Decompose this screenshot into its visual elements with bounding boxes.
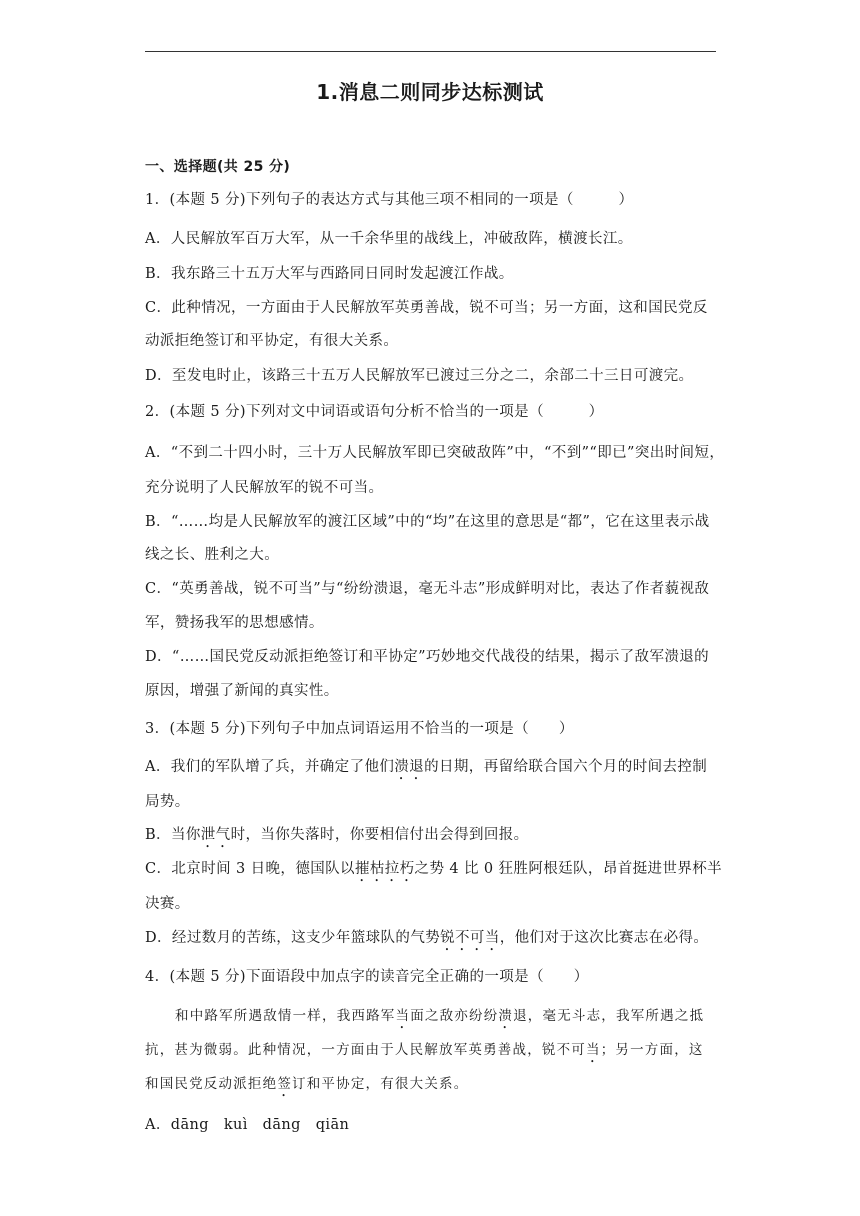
q3-c-dotted-word: 摧枯拉朽 (354, 861, 415, 877)
q2-stem: 2．(本题 5 分)下列对文中词语或语句分析不恰当的一项是（ ） (145, 404, 604, 420)
q3-option-a-line1 (145, 757, 707, 783)
q3-option-a-line2: 局势。 (145, 794, 190, 810)
q3-stem: 3．(本题 5 分)下列句子中加点词语运用不恰当的一项是（ ） (145, 721, 574, 737)
q2-option-b-line2: 线之长、胜利之大。 (145, 547, 280, 563)
q3-option-c-line1 (145, 859, 722, 885)
q3-option-d (145, 928, 708, 954)
q4-p2-text-b: ；另一方面，这 (600, 1042, 704, 1058)
header-rule (145, 51, 716, 52)
q3-d-text-after: ，他们对于这次比赛志在必得。 (499, 930, 709, 946)
q1-stem: 1．(本题 5 分)下列句子的表达方式与其他三项不相同的一项是（ ） (145, 192, 634, 208)
q2-option-d-line2: 原因，增强了新闻的真实性。 (145, 683, 339, 699)
q3-option-b (145, 825, 529, 851)
q4-p1-dotted-2: 溃 (498, 1008, 514, 1024)
q4-passage-line1 (175, 1006, 704, 1032)
q3-b-text-before: B．当你 (145, 827, 201, 843)
q4-p1-dotted-1: 当 (395, 1008, 411, 1024)
q4-passage-line2 (145, 1040, 704, 1066)
q3-c-text-before: C．北京时间 3 日晚，德国队以 (145, 861, 355, 877)
q3-d-text-before: D．经过数月的苦练，这支少年篮球队的气势 (145, 930, 441, 946)
page-title: 1.消息二则同步达标测试 (316, 80, 544, 104)
q4-p2-dotted: 当 (586, 1042, 601, 1058)
q3-c-text-after: 之势 4 比 0 狂胜阿根廷队，昂首挺进世界杯半 (414, 861, 723, 877)
q1-option-b: B．我东路三十五万大军与西路同日同时发起渡江作战。 (145, 266, 514, 282)
q4-p1-text-c: 退，毫无斗志，我军所遇之抵 (513, 1008, 705, 1024)
q3-d-dotted-word: 锐不可当 (440, 930, 500, 946)
q1-option-d: D．至发电时止，该路三十五万人民解放军已渡过三分之二，余部二十三日可渡完。 (145, 368, 694, 384)
q4-option-a: A．dāng kuì dāng qiān (145, 1117, 350, 1133)
q2-option-a-line1: A．“不到二十四小时，三十万人民解放军即已突破敌阵”中，“不到”“即已”突出时间短， (145, 445, 725, 461)
q3-option-c-line2: 决赛。 (145, 896, 190, 912)
q2-option-d-line1: D．“……国民党反动派拒绝签订和平协定”巧妙地交代战役的结果，揭示了敌军溃退的 (145, 649, 710, 665)
q4-p1-text-b: 面之敌亦纷纷 (410, 1008, 499, 1024)
q4-p1-text-a: 和中路军所遇敌情一样，我西路军 (175, 1008, 396, 1024)
section-heading: 一、选择题(共 25 分) (145, 159, 291, 175)
q3-b-text-after: 时，当你失落时，你要相信付出会得到回报。 (230, 827, 529, 843)
q2-option-c-line2: 军，赞扬我军的思想感情。 (145, 615, 324, 631)
q1-option-a: A．人民解放军百万大军，从一千余华里的战线上，冲破敌阵，横渡长江。 (145, 231, 633, 247)
q4-p3-text-a: 和国民党反动派拒绝 (145, 1076, 278, 1092)
q4-stem: 4．(本题 5 分)下面语段中加点字的读音完全正确的一项是（ ） (145, 969, 589, 985)
q3-b-dotted-word: 泄气 (200, 827, 231, 843)
q3-a-dotted-word: 溃退 (394, 759, 425, 775)
q4-p2-text-a: 抗，甚为微弱。此种情况，一方面由于人民解放军英勇善战，锐不可 (145, 1042, 586, 1058)
q4-p3-text-b: 订和平协定，有很大关系。 (292, 1076, 469, 1092)
q2-option-b-line1: B．“……均是人民解放军的渡江区域”中的“均”在这里的意思是“都”，它在这里表示战 (145, 514, 710, 530)
q4-passage-line3 (145, 1074, 468, 1100)
q1-option-c-line2: 动派拒绝签订和平协定，有很大关系。 (145, 333, 399, 349)
q4-p3-dotted: 签 (277, 1076, 293, 1092)
q1-option-c-line1: C．此种情况，一方面由于人民解放军英勇善战，锐不可当；另一方面，这和国民党反 (145, 300, 708, 316)
q2-option-c-line1: C．“英勇善战，锐不可当”与“纷纷溃退，毫无斗志”形成鲜明对比，表达了作者藐视敌 (145, 581, 710, 597)
q3-a-text-after: 的日期，再留给联合国六个月的时间去控制 (424, 759, 708, 775)
q2-option-a-line2: 充分说明了人民解放军的锐不可当。 (145, 480, 384, 496)
q3-a-text-before: A．我们的军队增了兵，并确定了他们 (145, 759, 395, 775)
